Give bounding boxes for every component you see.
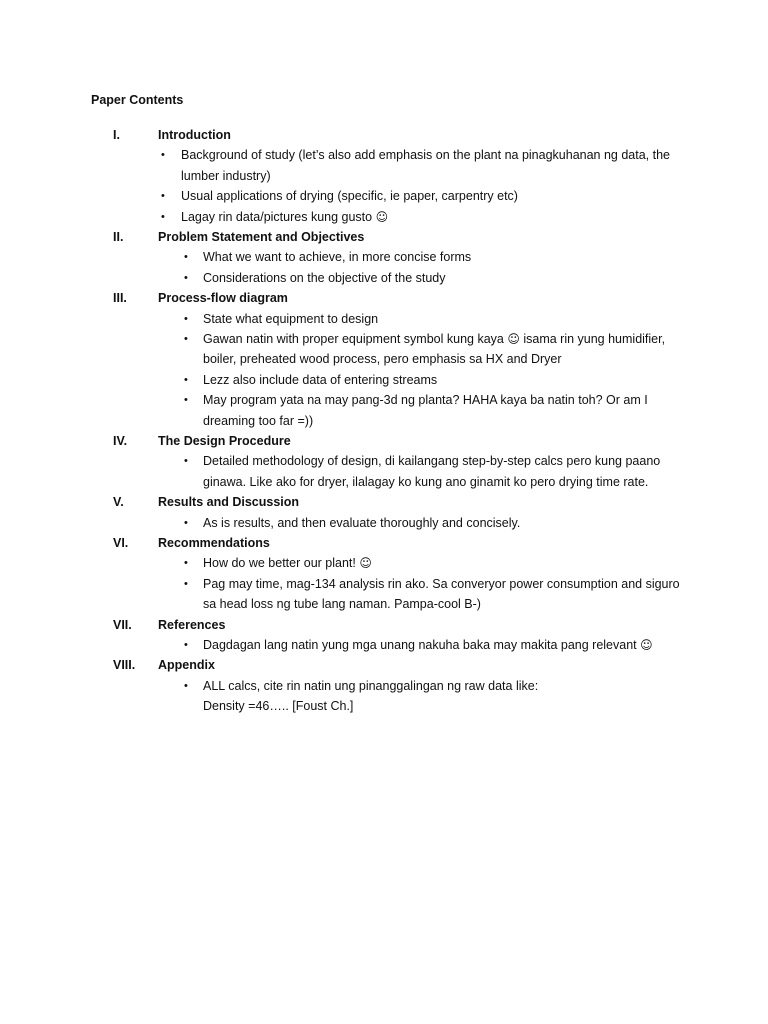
smiley-icon: ☺ — [507, 332, 520, 347]
list-item — [0, 553, 693, 573]
list-item-text: Usual applications of drying (specific, ie paper, carpentry etc) — [181, 189, 518, 204]
bullet-icon: • — [161, 190, 165, 203]
section-heading — [0, 431, 768, 451]
list-item-text: Lezz also include data of entering streams — [203, 372, 438, 387]
outline-section — [0, 655, 768, 716]
bullet-list — [0, 553, 768, 614]
document-title: Paper Contents — [91, 93, 184, 107]
list-item — [0, 145, 671, 186]
outline-section — [0, 227, 768, 288]
section-heading — [0, 492, 768, 512]
section-title: Problem Statement and Objectives — [158, 230, 365, 245]
list-item-text: ALL calcs, cite rin natin ung pinanggalingan ng raw data like: — [203, 678, 539, 693]
bullet-icon: • — [184, 394, 188, 407]
list-item-text: Dagdagan lang natin yung mga unang nakuha baka may makita pang relevant — [203, 638, 637, 653]
bullet-icon: • — [184, 639, 188, 652]
bullet-list — [0, 451, 768, 492]
section-title: Appendix — [158, 658, 215, 673]
list-item — [0, 247, 693, 267]
section-number: V. — [113, 495, 124, 510]
bullet-icon: • — [161, 149, 165, 162]
outline-section — [0, 615, 768, 656]
outline-section — [0, 533, 768, 615]
list-item — [0, 390, 693, 431]
list-item — [0, 370, 693, 390]
list-item — [0, 309, 693, 329]
list-item-text: Detailed methodology of design, di kailangang step-by-step calcs pero kung paano ginawa. Like ako for dryer, ilalagay ko kung ano ginamit ko pero drying time rate. — [203, 454, 661, 489]
outline-section — [0, 288, 768, 431]
bullet-icon: • — [184, 516, 188, 529]
list-item-text: State what equipment to design — [203, 311, 379, 326]
list-item-text: Considerations on the objective of the study — [203, 270, 446, 285]
list-item — [0, 186, 671, 206]
section-heading — [0, 125, 768, 145]
outline-section — [0, 492, 768, 533]
section-title: Introduction — [158, 128, 231, 142]
list-item-text: Pag may time, mag-134 analysis rin ako. Sa converyor power consumption and siguro sa head loss ng tube lang naman. Pampa-cool B-) — [203, 576, 680, 612]
list-item-text-continued: isama rin yung humidifier, boiler, preheated wood process, pero emphasis sa HX and Dryer — [203, 332, 666, 367]
list-item — [0, 676, 693, 717]
list-item — [0, 513, 693, 533]
bullet-list — [0, 676, 768, 717]
bullet-icon: • — [184, 679, 188, 692]
bullet-icon: • — [184, 455, 188, 468]
outline-list — [0, 125, 768, 717]
section-number: II. — [113, 230, 124, 245]
list-item-text: As is results, and then evaluate thoroughly and concisely. — [203, 515, 521, 530]
section-title: The Design Procedure — [158, 434, 291, 449]
section-number: VII. — [113, 617, 132, 632]
list-item — [0, 329, 693, 370]
list-item-text: Background of study (let’s also add emphasis on the plant na pinagkuhanan ng data, the lumber industry) — [181, 148, 671, 183]
bullet-list — [0, 309, 768, 431]
outline-section — [0, 431, 768, 492]
list-item — [0, 574, 693, 615]
bullet-list — [0, 145, 768, 227]
list-item — [0, 207, 671, 227]
section-title: Recommendations — [158, 536, 270, 551]
bullet-icon: • — [184, 557, 188, 570]
list-item-text: How do we better our plant! — [203, 556, 356, 571]
section-heading — [0, 615, 768, 635]
section-number: III. — [113, 291, 127, 306]
smiley-icon: ☺ — [359, 556, 372, 571]
section-title: References — [158, 617, 226, 632]
section-heading — [0, 655, 768, 675]
list-item-text: What we want to achieve, in more concise forms — [203, 250, 472, 265]
outline-section — [0, 125, 768, 227]
section-title: Process-flow diagram — [158, 291, 288, 306]
list-item — [0, 451, 693, 492]
bullet-list — [0, 247, 768, 288]
bullet-icon: • — [184, 577, 188, 590]
bullet-icon: • — [184, 251, 188, 264]
list-item-text: Gawan natin with proper equipment symbol kung kaya — [203, 332, 504, 347]
bullet-icon: • — [184, 373, 188, 386]
smiley-icon: ☺ — [640, 638, 653, 653]
bullet-icon: • — [184, 312, 188, 325]
list-item-text: May program yata na may pang-3d ng planta? HAHA kaya ba natin toh? Or am I dreaming too far =)) — [203, 393, 648, 428]
list-item — [0, 635, 693, 655]
bullet-icon: • — [184, 271, 188, 284]
bullet-icon: • — [161, 210, 165, 223]
list-item-text: Lagay rin data/pictures kung gusto — [181, 209, 373, 224]
section-heading — [0, 288, 768, 308]
bullet-list — [0, 513, 768, 533]
bullet-list — [0, 635, 768, 655]
section-number: VIII. — [113, 658, 136, 673]
list-item — [0, 268, 693, 288]
list-item-second-line: Density =46….. [Foust Ch.] — [203, 699, 354, 714]
bullet-icon: • — [184, 333, 188, 346]
section-number: VI. — [113, 536, 129, 551]
section-number: I. — [113, 128, 120, 142]
smiley-icon: ☺ — [375, 209, 389, 224]
section-number: IV. — [113, 434, 128, 449]
section-heading — [0, 227, 768, 247]
section-heading — [0, 533, 768, 553]
section-title: Results and Discussion — [158, 495, 300, 510]
